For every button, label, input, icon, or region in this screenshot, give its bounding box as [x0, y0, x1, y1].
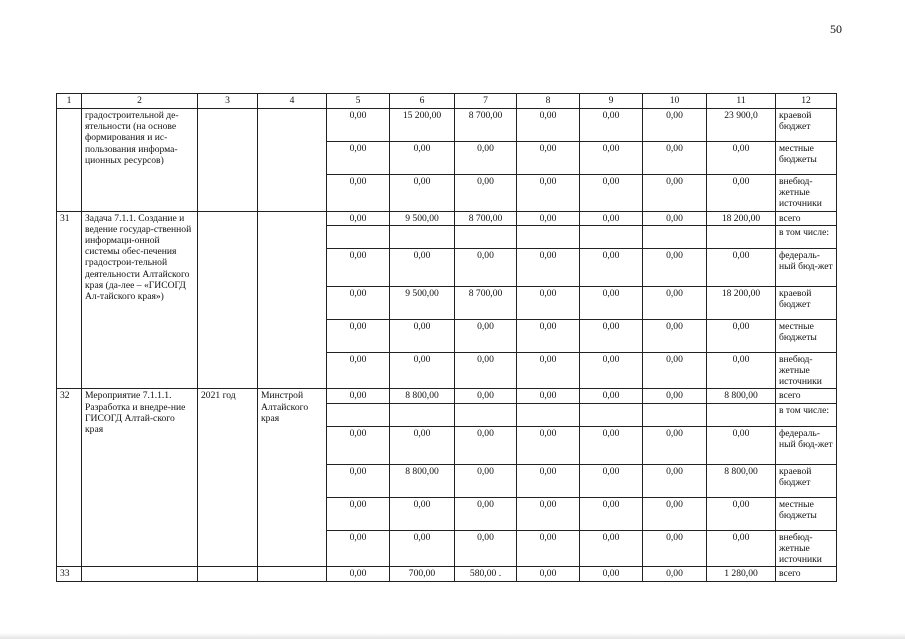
funding-source-cell: внебюд-жетные источники [776, 352, 837, 389]
amount-cell [643, 225, 707, 248]
amount-cell: 0,00 [580, 175, 643, 212]
funding-source-cell: всего [776, 567, 837, 582]
amount-cell: 8 700,00 [455, 286, 517, 319]
amount-cell: 0,00 [643, 426, 707, 464]
amount-cell: 18 200,00 [707, 286, 776, 319]
period-cell: 2021 год [198, 389, 258, 567]
amount-cell: 0,00 [580, 389, 643, 403]
funding-source-cell: местные бюджеты [776, 497, 837, 530]
amount-cell: 0,00 [707, 319, 776, 352]
funding-source-cell: всего [776, 211, 837, 225]
column-number: 6 [390, 94, 455, 109]
amount-cell [327, 403, 390, 426]
amount-cell: 0,00 [327, 142, 390, 175]
amount-cell: 0,00 [517, 211, 580, 225]
amount-cell: 0,00 [580, 352, 643, 389]
amount-cell: 0,00 [455, 530, 517, 567]
amount-cell: 0,00 [327, 389, 390, 403]
amount-cell: 8 700,00 [455, 211, 517, 225]
amount-cell [455, 225, 517, 248]
item-name-cell: градостроительной де-ятельности (на основе формирования и ис-пользования информа-ционных ресурсов) [82, 109, 198, 212]
table-row [57, 211, 837, 225]
funding-source-cell: в том числе: [776, 225, 837, 248]
amount-cell: 0,00 [643, 464, 707, 497]
column-number: 8 [517, 94, 580, 109]
amount-cell: 700,00 [390, 567, 455, 582]
amount-cell: 0,00 [327, 426, 390, 464]
amount-cell: 0,00 [707, 248, 776, 286]
table-row [57, 567, 837, 582]
amount-cell: 0,00 [643, 319, 707, 352]
table-row [57, 389, 837, 403]
amount-cell [517, 225, 580, 248]
amount-cell [327, 225, 390, 248]
amount-cell: 0,00 [327, 567, 390, 582]
amount-cell: 0,00 [390, 497, 455, 530]
amount-cell [643, 403, 707, 426]
amount-cell: 0,00 [390, 142, 455, 175]
executor-cell [258, 211, 327, 389]
amount-cell: 0,00 [327, 530, 390, 567]
amount-cell: 8 800,00 [390, 464, 455, 497]
column-number-row [57, 94, 837, 109]
executor-cell [258, 567, 327, 582]
amount-cell: 0,00 [455, 464, 517, 497]
amount-cell: 0,00 [390, 319, 455, 352]
amount-cell: 0,00 [643, 142, 707, 175]
amount-cell: 18 200,00 [707, 211, 776, 225]
amount-cell: 0,00 [327, 464, 390, 497]
amount-cell: 0,00 [643, 248, 707, 286]
table-row [57, 109, 837, 142]
amount-cell: 0,00 [643, 497, 707, 530]
amount-cell: 15 200,00 [390, 109, 455, 142]
item-name-cell: Задача 7.1.1. Создание и ведение государ-ственной информаци-онной системы обес-печения градострои-тельной деятельности Алтайского края (да-лее – «ГИСОГД Ал-тайского края») [82, 211, 198, 389]
amount-cell: 0,00 [580, 530, 643, 567]
amount-cell: 0,00 [580, 211, 643, 225]
amount-cell: 0,00 [390, 530, 455, 567]
funding-source-cell: федераль-ный бюд-жет [776, 426, 837, 464]
amount-cell: 0,00 [580, 567, 643, 582]
amount-cell: 0,00 [455, 142, 517, 175]
amount-cell: 1 280,00 [707, 567, 776, 582]
amount-cell: 0,00 [327, 109, 390, 142]
row-number-cell [57, 109, 82, 212]
amount-cell: 0,00 [517, 530, 580, 567]
amount-cell: 0,00 [707, 352, 776, 389]
amount-cell: 0,00 [643, 530, 707, 567]
amount-cell: 0,00 [517, 352, 580, 389]
amount-cell: 0,00 [455, 497, 517, 530]
amount-cell: 0,00 [455, 389, 517, 403]
column-number: 12 [776, 94, 837, 109]
amount-cell: 0,00 [327, 175, 390, 212]
amount-cell [455, 403, 517, 426]
column-number: 10 [643, 94, 707, 109]
amount-cell: 0,00 [390, 248, 455, 286]
item-name-cell: Мероприятие 7.1.1.1. Разработка и внедре-ние ГИСОГД Алтай-ского края [82, 389, 198, 567]
amount-cell [580, 225, 643, 248]
column-number: 1 [57, 94, 82, 109]
amount-cell: 0,00 [643, 109, 707, 142]
amount-cell: 0,00 [580, 142, 643, 175]
scan-edge [0, 633, 905, 639]
amount-cell: 0,00 [390, 426, 455, 464]
amount-cell: 0,00 [455, 175, 517, 212]
funding-source-cell: внебюд-жетные источники [776, 175, 837, 212]
amount-cell: 0,00 [390, 175, 455, 212]
funding-source-cell: краевой бюджет [776, 464, 837, 497]
period-cell [198, 567, 258, 582]
table-body [57, 94, 837, 582]
amount-cell: 0,00 [517, 286, 580, 319]
amount-cell: 0,00 [327, 319, 390, 352]
amount-cell: 0,00 [580, 319, 643, 352]
amount-cell: 0,00 [517, 248, 580, 286]
column-number: 9 [580, 94, 643, 109]
amount-cell: 0,00 [517, 426, 580, 464]
page-number: 50 [830, 22, 842, 36]
amount-cell: 0,00 [327, 352, 390, 389]
amount-cell: 0,00 [517, 567, 580, 582]
amount-cell: 0,00 [643, 389, 707, 403]
amount-cell: 0,00 [327, 248, 390, 286]
amount-cell [517, 403, 580, 426]
column-number: 2 [82, 94, 198, 109]
amount-cell: 0,00 [517, 175, 580, 212]
row-number-cell: 32 [57, 389, 82, 567]
budget-table [56, 93, 837, 582]
column-number: 3 [198, 94, 258, 109]
amount-cell: 0,00 [517, 142, 580, 175]
amount-cell: 0,00 [455, 319, 517, 352]
amount-cell: 0,00 [643, 352, 707, 389]
amount-cell: 0,00 [580, 248, 643, 286]
amount-cell: 580,00 . [455, 567, 517, 582]
amount-cell: 0,00 [707, 142, 776, 175]
amount-cell: 0,00 [707, 497, 776, 530]
amount-cell: 0,00 [455, 426, 517, 464]
column-number: 11 [707, 94, 776, 109]
amount-cell [390, 225, 455, 248]
amount-cell: 0,00 [643, 567, 707, 582]
amount-cell: 0,00 [707, 426, 776, 464]
amount-cell: 0,00 [390, 352, 455, 389]
funding-source-cell: местные бюджеты [776, 142, 837, 175]
amount-cell: 0,00 [455, 352, 517, 389]
amount-cell: 0,00 [517, 389, 580, 403]
funding-source-cell: всего [776, 389, 837, 403]
executor-cell: Минстрой Алтайского края [258, 389, 327, 567]
amount-cell [707, 225, 776, 248]
amount-cell: 0,00 [580, 497, 643, 530]
amount-cell: 0,00 [580, 109, 643, 142]
row-number-cell: 31 [57, 211, 82, 389]
amount-cell: 0,00 [327, 211, 390, 225]
period-cell [198, 109, 258, 212]
amount-cell: 0,00 [327, 286, 390, 319]
amount-cell: 0,00 [327, 497, 390, 530]
column-number: 7 [455, 94, 517, 109]
amount-cell: 9 500,00 [390, 211, 455, 225]
amount-cell: 0,00 [580, 464, 643, 497]
amount-cell: 23 900,0 [707, 109, 776, 142]
amount-cell: 0,00 [707, 530, 776, 567]
funding-source-cell: в том числе: [776, 403, 837, 426]
amount-cell: 0,00 [517, 319, 580, 352]
executor-cell [258, 109, 327, 212]
amount-cell [390, 403, 455, 426]
amount-cell: 0,00 [517, 109, 580, 142]
amount-cell: 8 800,00 [390, 389, 455, 403]
amount-cell: 0,00 [643, 175, 707, 212]
funding-source-cell: местные бюджеты [776, 319, 837, 352]
amount-cell: 0,00 [580, 426, 643, 464]
funding-source-cell: внебюд-жетные источники [776, 530, 837, 567]
funding-source-cell: федераль-ный бюд-жет [776, 248, 837, 286]
amount-cell: 0,00 [580, 286, 643, 319]
column-number: 4 [258, 94, 327, 109]
funding-source-cell: краевой бюджет [776, 286, 837, 319]
amount-cell: 0,00 [517, 497, 580, 530]
amount-cell: 9 500,00 [390, 286, 455, 319]
amount-cell [707, 403, 776, 426]
row-number-cell: 33 [57, 567, 82, 582]
amount-cell: 0,00 [517, 464, 580, 497]
period-cell [198, 211, 258, 389]
amount-cell [580, 403, 643, 426]
amount-cell: 8 700,00 [455, 109, 517, 142]
item-name-cell [82, 567, 198, 582]
amount-cell: 8 800,00 [707, 389, 776, 403]
amount-cell: 8 800,00 [707, 464, 776, 497]
amount-cell: 0,00 [455, 248, 517, 286]
funding-source-cell: краевой бюджет [776, 109, 837, 142]
amount-cell: 0,00 [643, 211, 707, 225]
column-number: 5 [327, 94, 390, 109]
amount-cell: 0,00 [707, 175, 776, 212]
amount-cell: 0,00 [643, 286, 707, 319]
